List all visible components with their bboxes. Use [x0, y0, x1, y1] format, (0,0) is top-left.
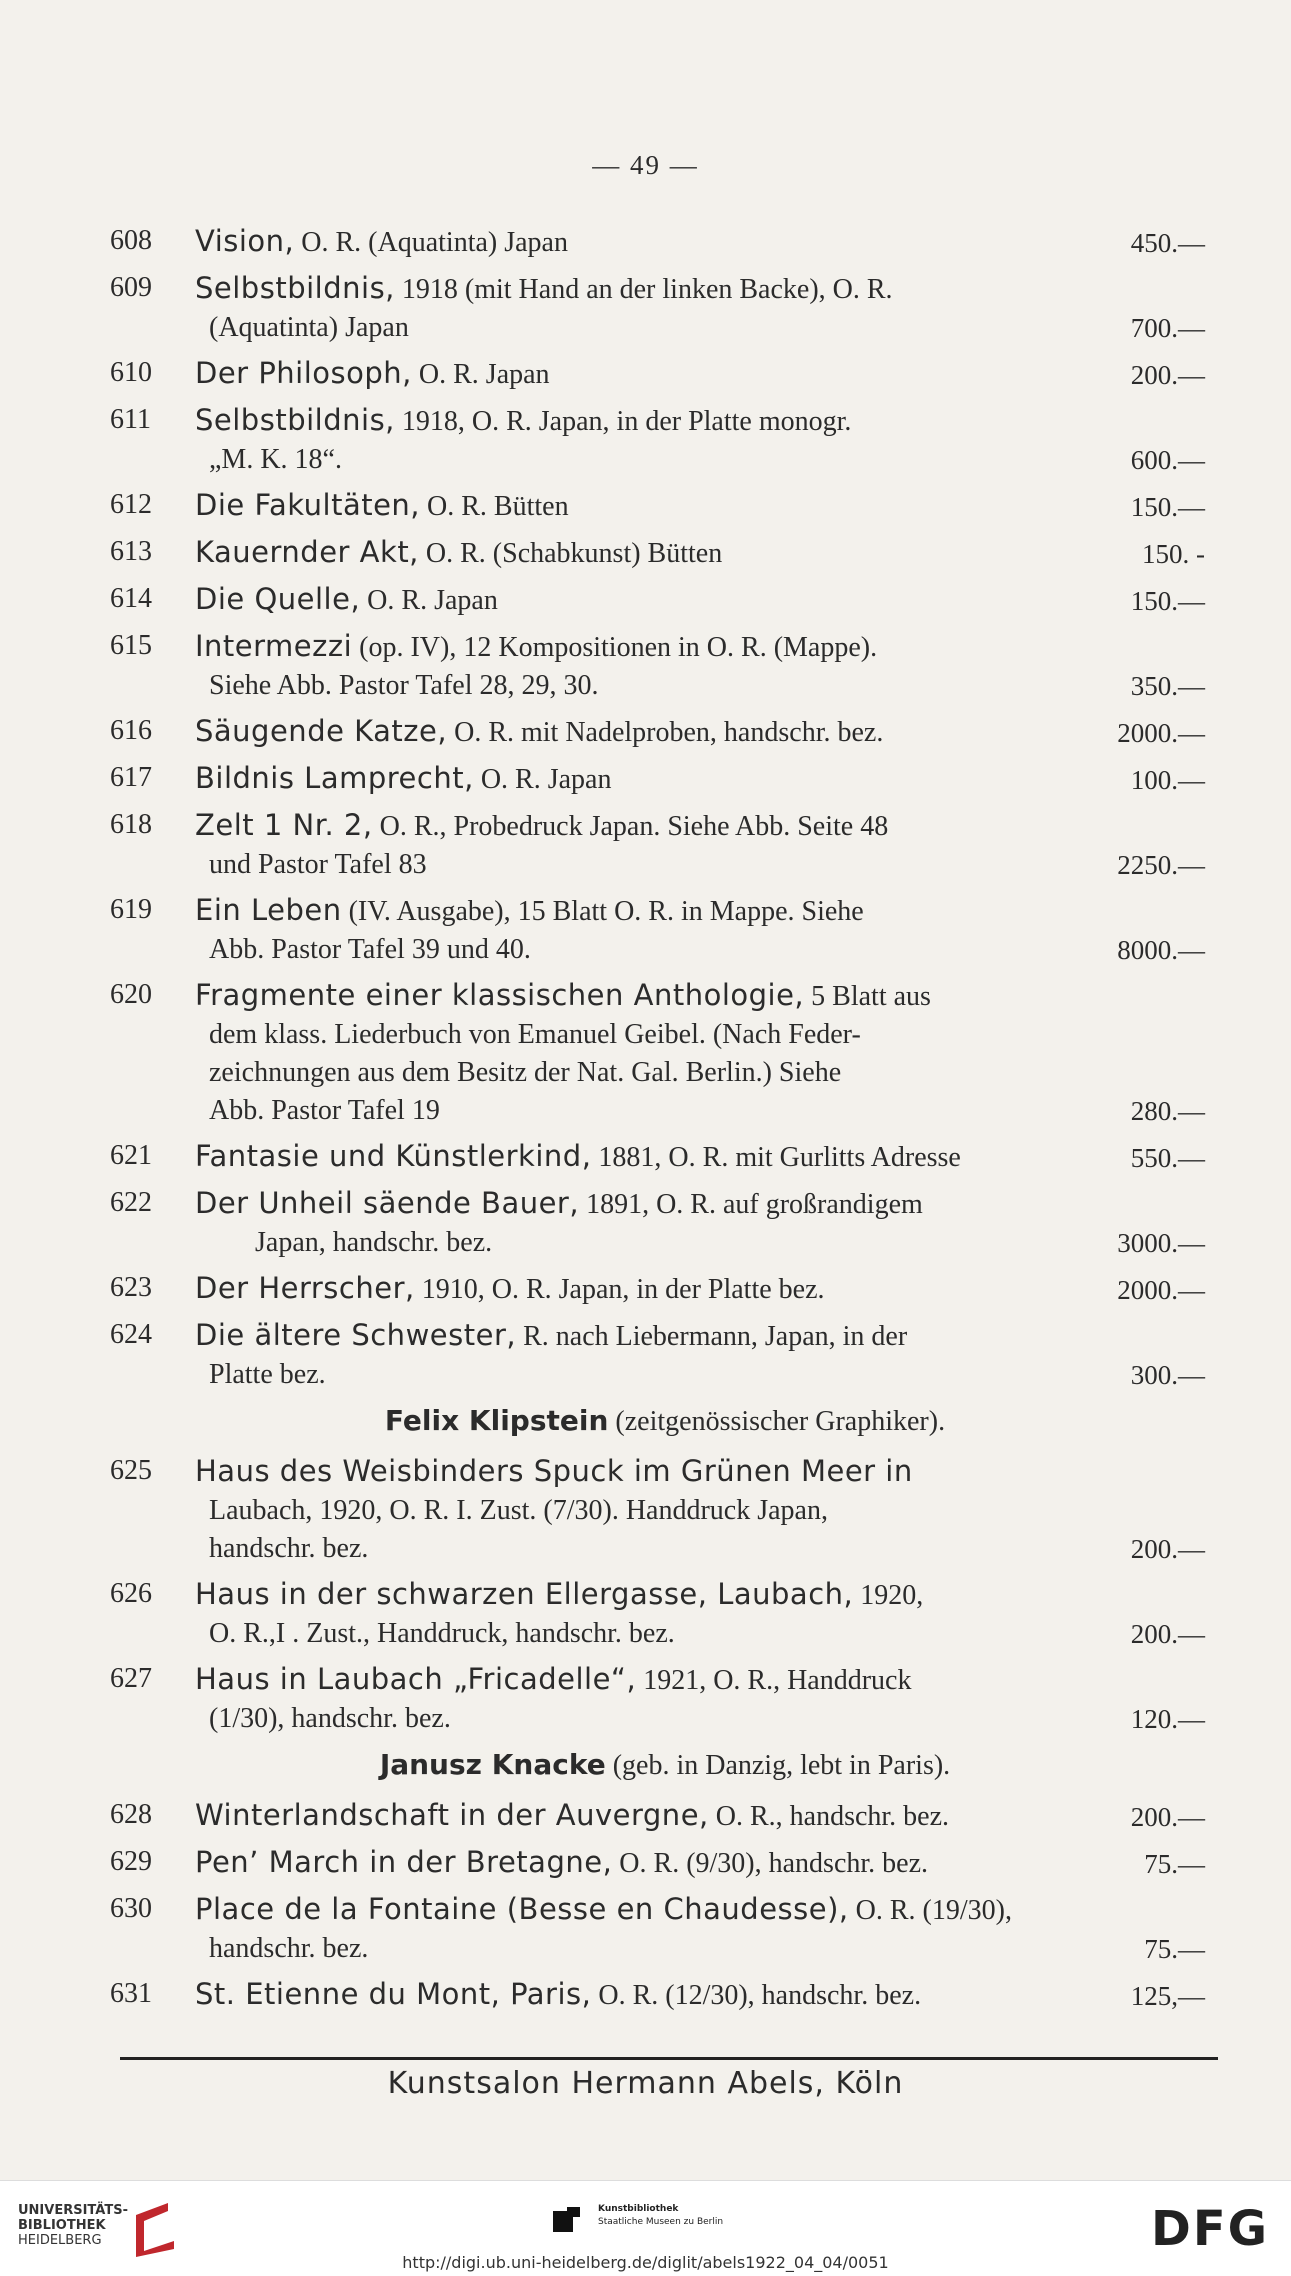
entry-body — [195, 712, 1095, 752]
entry-text: O. R. (Schabkunst) Bütten — [425, 538, 723, 569]
kunstbibliothek-logo — [598, 2203, 723, 2229]
entry-number: 629 — [110, 1846, 152, 1877]
catalog-entry — [110, 401, 1220, 479]
section-note: (geb. in Danzig, lebt in Paris). — [612, 1750, 951, 1781]
entry-price: 550.— — [1130, 1143, 1205, 1173]
entry-title: Selbstbildnis, — [195, 403, 395, 437]
entry-title: Bildnis Lamprecht, — [195, 761, 474, 795]
entry-text: 1918, O. R. Japan, in der Platte monogr. — [401, 406, 852, 437]
entry-title: Place de la Fontaine (Besse en Chaudesse), — [195, 1892, 849, 1926]
entry-line — [195, 627, 1095, 667]
entry-title: Vision, — [195, 224, 295, 258]
entry-text: 1881, O. R. mit Gurlitts Adresse — [598, 1142, 961, 1173]
entry-price: 150.— — [1130, 492, 1205, 522]
entry-body — [195, 1316, 1095, 1394]
entry-title: Selbstbildnis, — [195, 271, 395, 305]
entry-number: 630 — [110, 1893, 152, 1924]
entry-continuation-line: handschr. bez. — [209, 1933, 369, 1964]
catalog-entry — [110, 1269, 1220, 1309]
entry-body — [195, 1137, 1095, 1177]
entry-number: 613 — [110, 536, 152, 567]
entry-number: 614 — [110, 583, 152, 614]
ub-logo-line: HEIDELBERG — [18, 2233, 102, 2248]
entry-number: 612 — [110, 489, 152, 520]
entry-price: 3000.— — [1117, 1228, 1205, 1258]
entry-number: 626 — [110, 1578, 152, 1609]
entry-line — [195, 1975, 1095, 2015]
entry-body — [195, 222, 1095, 262]
catalog-entry — [110, 1137, 1220, 1177]
catalog-entry — [110, 1975, 1220, 2015]
entry-price: 450.— — [1130, 228, 1205, 258]
entry-continuation-line: handschr. bez. — [209, 1533, 369, 1564]
entry-price: 8000.— — [1117, 935, 1205, 965]
entry-body — [195, 1796, 1095, 1836]
catalog-entry — [110, 891, 1220, 969]
entry-price: 200.— — [1130, 1534, 1205, 1564]
entry-body — [195, 1184, 1095, 1262]
entry-title: Die ältere Schwester, — [195, 1318, 517, 1352]
entry-text: O. R. (9/30), handschr. bez. — [619, 1848, 929, 1879]
entry-title: Haus des Weisbinders Spuck im Grünen Meer in — [195, 1454, 913, 1488]
entry-line — [195, 533, 1095, 573]
footer-rule — [120, 2057, 1218, 2060]
kunstbibliothek-mark-icon — [553, 2207, 580, 2232]
entry-price: 120.— — [1130, 1704, 1205, 1734]
ub-logo-line: BIBLIOTHEK — [18, 2218, 106, 2233]
entry-line — [195, 1843, 1095, 1883]
entry-continuation-line: Abb. Pastor Tafel 39 und 40. — [209, 934, 531, 965]
entry-line — [195, 1660, 1095, 1700]
entry-number: 611 — [110, 404, 151, 435]
entry-text: O. R. Japan — [480, 764, 612, 795]
catalog-entry — [110, 976, 1220, 1130]
entry-body — [195, 401, 1095, 479]
catalog-entry — [110, 269, 1220, 347]
section-heading-klipstein — [110, 1401, 1220, 1442]
entry-number: 609 — [110, 272, 152, 303]
entry-body — [195, 976, 1095, 1130]
entry-text: O. R., Probedruck Japan. Siehe Abb. Seite 48 — [379, 811, 889, 842]
catalog-entry — [110, 1796, 1220, 1836]
entry-line — [195, 1137, 1095, 1177]
entry-price: 150. - — [1142, 539, 1205, 569]
footer-publisher: Kunstsalon Hermann Abels, Köln — [387, 2066, 904, 2101]
source-url[interactable]: http://digi.ub.uni-heidelberg.de/diglit/abels1922_04_04/0051 — [402, 2253, 889, 2272]
entry-title: St. Etienne du Mont, Paris, — [195, 1977, 592, 2011]
entry-line — [195, 1796, 1095, 1836]
entry-title: Intermezzi — [195, 629, 353, 663]
entry-price: 200.— — [1130, 1802, 1205, 1832]
entry-continuation-line: Japan, handschr. bez. — [255, 1227, 493, 1258]
catalog-entry — [110, 1575, 1220, 1653]
entry-title: Der Herrscher, — [195, 1271, 415, 1305]
section-artist: Felix Klipstein — [384, 1404, 609, 1437]
entry-line — [195, 1269, 1095, 1309]
kb-logo-line: Staatliche Museen zu Berlin — [598, 2217, 724, 2227]
entry-line — [195, 222, 1095, 262]
entry-text: (IV. Ausgabe), 15 Blatt O. R. in Mappe. Siehe — [348, 896, 864, 927]
entry-body — [195, 1890, 1095, 1968]
entry-title: Die Quelle, — [195, 582, 361, 616]
entry-title: Haus in Laubach „Fricadelle“, — [195, 1662, 637, 1696]
entry-number: 625 — [110, 1455, 152, 1486]
catalog-entry — [110, 533, 1220, 573]
page-number: — 49 — — [592, 150, 699, 180]
entry-title: Der Philosoph, — [195, 356, 412, 390]
entry-number: 610 — [110, 357, 152, 388]
entry-continuation-line: (1/30), handschr. bez. — [209, 1703, 451, 1734]
entry-text: O. R. (Aquatinta) Japan — [301, 227, 568, 258]
entry-body — [195, 1452, 1095, 1568]
entry-number: 628 — [110, 1799, 152, 1830]
kb-logo-line: Kunstbibliothek — [598, 2204, 679, 2214]
entry-text: 1921, O. R., Handdruck — [643, 1665, 912, 1696]
entry-body — [195, 533, 1095, 573]
entry-line — [195, 1184, 1095, 1224]
section-heading-knacke — [110, 1745, 1220, 1786]
section-note: (zeitgenössischer Graphiker). — [615, 1406, 946, 1437]
entry-body — [195, 486, 1095, 526]
entry-text: O. R., handschr. bez. — [715, 1801, 950, 1832]
entry-number: 608 — [110, 225, 152, 256]
ub-mark-icon — [128, 2195, 182, 2261]
entry-title: Kauernder Akt, — [195, 535, 419, 569]
entry-price: 280.— — [1130, 1096, 1205, 1126]
entry-continuation-line: und Pastor Tafel 83 — [209, 849, 427, 880]
catalog-entry — [110, 486, 1220, 526]
entry-body — [195, 1843, 1095, 1883]
entry-line — [195, 976, 1095, 1016]
entry-line — [195, 269, 1095, 309]
entry-line — [195, 712, 1095, 752]
catalog-entry — [110, 806, 1220, 884]
entry-continuation-line: dem klass. Liederbuch von Emanuel Geibel. (Nach Feder- — [209, 1019, 861, 1050]
catalog-entry — [110, 1843, 1220, 1883]
entry-price: 75.— — [1144, 1849, 1205, 1879]
entry-title: Winterlandschaft in der Auvergne, — [195, 1798, 709, 1832]
entry-price: 2250.— — [1117, 850, 1205, 880]
catalog-entry — [110, 1452, 1220, 1568]
entry-continuation-line: Laubach, 1920, O. R. I. Zust. (7/30). Handdruck Japan, — [209, 1495, 828, 1526]
entry-number: 624 — [110, 1319, 152, 1350]
entries-block-klipstein — [110, 1452, 1220, 1738]
entry-price: 150.— — [1130, 586, 1205, 616]
entry-text: 5 Blatt aus — [811, 981, 931, 1012]
entry-continuation-line: Siehe Abb. Pastor Tafel 28, 29, 30. — [209, 670, 599, 701]
entry-continuation-line: O. R.,I . Zust., Handdruck, handschr. bez. — [209, 1618, 675, 1649]
digitization-bar — [0, 2180, 1291, 2276]
entry-text: O. R. (19/30), — [855, 1895, 1012, 1926]
entry-continuation-line: Platte bez. — [209, 1359, 326, 1390]
entry-number: 617 — [110, 762, 152, 793]
catalog-entry — [110, 759, 1220, 799]
entry-body — [195, 269, 1095, 347]
entry-price: 700.— — [1130, 313, 1205, 343]
entry-title: Pen’ March in der Bretagne, — [195, 1845, 613, 1879]
entry-body — [195, 1660, 1095, 1738]
entry-text: O. R. Bütten — [427, 491, 569, 522]
entry-title: Fragmente einer klassischen Anthologie, — [195, 978, 805, 1012]
entry-number: 621 — [110, 1140, 152, 1171]
entry-body — [195, 1269, 1095, 1309]
entry-body — [195, 1575, 1095, 1653]
entry-continuation-line: (Aquatinta) Japan — [209, 312, 409, 343]
dfg-logo: DFG — [1150, 2201, 1269, 2257]
entry-text: 1918 (mit Hand an der linken Backe), O. R. — [401, 274, 893, 305]
entry-continuation-line: Abb. Pastor Tafel 19 — [209, 1095, 440, 1126]
entry-text: O. R. (12/30), handschr. bez. — [598, 1980, 922, 2011]
catalog-entry — [110, 1660, 1220, 1738]
entry-title: Der Unheil säende Bauer, — [195, 1186, 580, 1220]
entry-body — [195, 627, 1095, 705]
entry-text: O. R. mit Nadelproben, handschr. bez. — [454, 717, 884, 748]
entry-continuation-line: zeichnungen aus dem Besitz der Nat. Gal. Berlin.) Siehe — [209, 1057, 842, 1088]
entry-text: O. R. Japan — [418, 359, 550, 390]
entry-number: 631 — [110, 1978, 152, 2009]
entry-number: 616 — [110, 715, 152, 746]
entry-price: 200.— — [1130, 360, 1205, 390]
catalog-entry — [110, 712, 1220, 752]
catalog-entry — [110, 1890, 1220, 1968]
section-artist: Janusz Knacke — [379, 1748, 606, 1781]
entry-title: Haus in der schwarzen Ellergasse, Laubach, — [195, 1577, 854, 1611]
entry-line — [195, 1316, 1095, 1356]
entry-line — [195, 891, 1095, 931]
entry-price: 100.— — [1130, 765, 1205, 795]
entry-number: 620 — [110, 979, 152, 1010]
ub-logo-line: UNIVERSITÄTS- — [18, 2203, 128, 2218]
entries-block-main — [110, 222, 1220, 1394]
catalog-entry — [110, 354, 1220, 394]
entries-list — [110, 222, 1220, 2022]
entry-line — [195, 1890, 1095, 1930]
entry-body — [195, 354, 1095, 394]
entry-title: Fantasie und Künstlerkind, — [195, 1139, 592, 1173]
entry-line — [195, 1575, 1095, 1615]
entry-line — [195, 354, 1095, 394]
entry-text: O. R. Japan — [367, 585, 498, 616]
entry-line — [195, 486, 1095, 526]
entry-title: Säugende Katze, — [195, 714, 448, 748]
entry-number: 622 — [110, 1187, 152, 1218]
entry-text: 1920, — [860, 1580, 924, 1611]
entry-body — [195, 580, 1095, 620]
entry-price: 350.— — [1130, 671, 1205, 701]
entry-body — [195, 806, 1095, 884]
entry-price: 200.— — [1130, 1619, 1205, 1649]
entry-text: 1910, O. R. Japan, in der Platte bez. — [421, 1274, 825, 1305]
entry-number: 623 — [110, 1272, 152, 1303]
entry-text: 1891, O. R. auf großrandigem — [586, 1189, 923, 1220]
entry-price: 75.— — [1144, 1934, 1205, 1964]
catalog-entry — [110, 1184, 1220, 1262]
entry-number: 627 — [110, 1663, 152, 1694]
entry-title: Die Fakultäten, — [195, 488, 421, 522]
entry-text: R. nach Liebermann, Japan, in der — [523, 1321, 908, 1352]
entry-line — [195, 401, 1095, 441]
entry-title: Zelt 1 Nr. 2, — [195, 808, 373, 842]
entry-price: 2000.— — [1117, 1275, 1205, 1305]
entry-number: 619 — [110, 894, 152, 925]
entry-line — [195, 1452, 1095, 1492]
catalog-entry — [110, 1316, 1220, 1394]
entry-price: 600.— — [1130, 445, 1205, 475]
entry-line — [195, 806, 1095, 846]
entry-number: 615 — [110, 630, 152, 661]
catalog-entry — [110, 580, 1220, 620]
entry-line — [195, 759, 1095, 799]
entry-title: Ein Leben — [195, 893, 342, 927]
entry-body — [195, 891, 1095, 969]
entry-price: 2000.— — [1117, 718, 1205, 748]
entry-body — [195, 1975, 1095, 2015]
entries-block-knacke — [110, 1796, 1220, 2015]
entry-price: 125,— — [1130, 1981, 1205, 2011]
entry-price: 300.— — [1130, 1360, 1205, 1390]
ub-heidelberg-logo — [18, 2203, 128, 2248]
catalog-entry — [110, 222, 1220, 262]
entry-continuation-line: „M. K. 18“. — [209, 444, 342, 475]
entry-number: 618 — [110, 809, 152, 840]
entry-text: (op. IV), 12 Kompositionen in O. R. (Mappe). — [359, 632, 878, 663]
entry-body — [195, 759, 1095, 799]
catalog-entry — [110, 627, 1220, 705]
entry-line — [195, 580, 1095, 620]
